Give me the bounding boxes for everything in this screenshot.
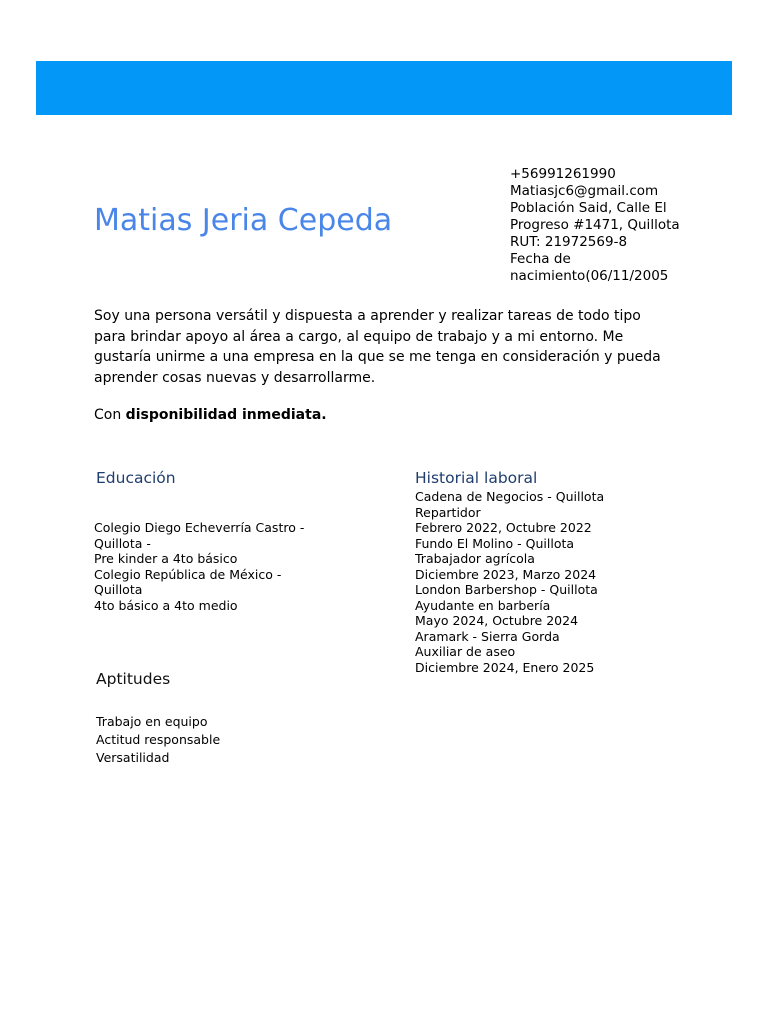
availability-line xyxy=(94,407,327,423)
education-title: Educación xyxy=(96,469,176,487)
header-bar xyxy=(36,61,732,115)
contact-birthdate: Fecha de nacimiento(06/11/2005 xyxy=(510,251,669,284)
work-line: Diciembre 2024, Enero 2025 xyxy=(415,659,595,675)
work-line: London Barbershop - Quillota xyxy=(415,582,598,597)
work-line: Repartidor xyxy=(415,504,481,520)
full-name: Matias Jeria Cepeda xyxy=(94,203,393,238)
work-line: Auxiliar de aseo xyxy=(415,644,516,659)
skill-item: Actitud responsable xyxy=(96,732,221,747)
skill-item: Trabajo en equipo xyxy=(96,714,208,729)
education-line: Colegio Diego Echeverría Castro - xyxy=(94,520,305,535)
education-line: Colegio República de México - xyxy=(94,566,282,582)
profile-summary: Soy una persona versátil y dispuesta a aprender y realizar tareas de todo tipo para brindar apoyo al área a cargo, al equipo de trabajo y a mi entorno. Me gustaría unirme a una empresa en la que se me tenga en consideración y pueda aprender cosas nuevas y desarrollarme. xyxy=(94,308,661,386)
work-history-title: Historial laboral xyxy=(415,469,538,487)
skills-title: Aptitudes xyxy=(96,670,171,688)
work-line: Ayudante en barbería xyxy=(415,597,551,613)
work-line: Diciembre 2023, Marzo 2024 xyxy=(415,566,597,582)
work-line: Trabajador agrícola xyxy=(415,551,535,566)
education-list xyxy=(94,520,374,613)
availability-bold: disponibilidad inmediata. xyxy=(125,407,327,423)
work-history-list xyxy=(415,489,715,675)
contact-block xyxy=(510,166,710,285)
contact-phone: +56991261990 xyxy=(510,166,616,182)
work-line: Febrero 2022, Octubre 2022 xyxy=(415,520,592,535)
work-line: Aramark - Sierra Gorda xyxy=(415,628,560,644)
contact-email: Matiasjc6@gmail.com xyxy=(510,183,659,199)
work-line: Cadena de Negocios - Quillota xyxy=(415,489,605,504)
skill-item: Versatilidad xyxy=(96,750,170,765)
education-line: Pre kinder a 4to básico xyxy=(94,551,238,566)
education-line: Quillota xyxy=(94,582,143,597)
contact-rut: RUT: 21972569-8 xyxy=(510,234,628,250)
skills-list xyxy=(96,713,346,767)
education-line: Quillota - xyxy=(94,535,151,551)
contact-address: Población Said, Calle El Progreso #1471, Quillota xyxy=(510,200,680,233)
work-line: Mayo 2024, Octubre 2024 xyxy=(415,613,579,628)
availability-prefix: Con xyxy=(94,407,126,423)
work-line: Fundo El Molino - Quillota xyxy=(415,535,575,551)
education-line: 4to básico a 4to medio xyxy=(94,597,238,613)
